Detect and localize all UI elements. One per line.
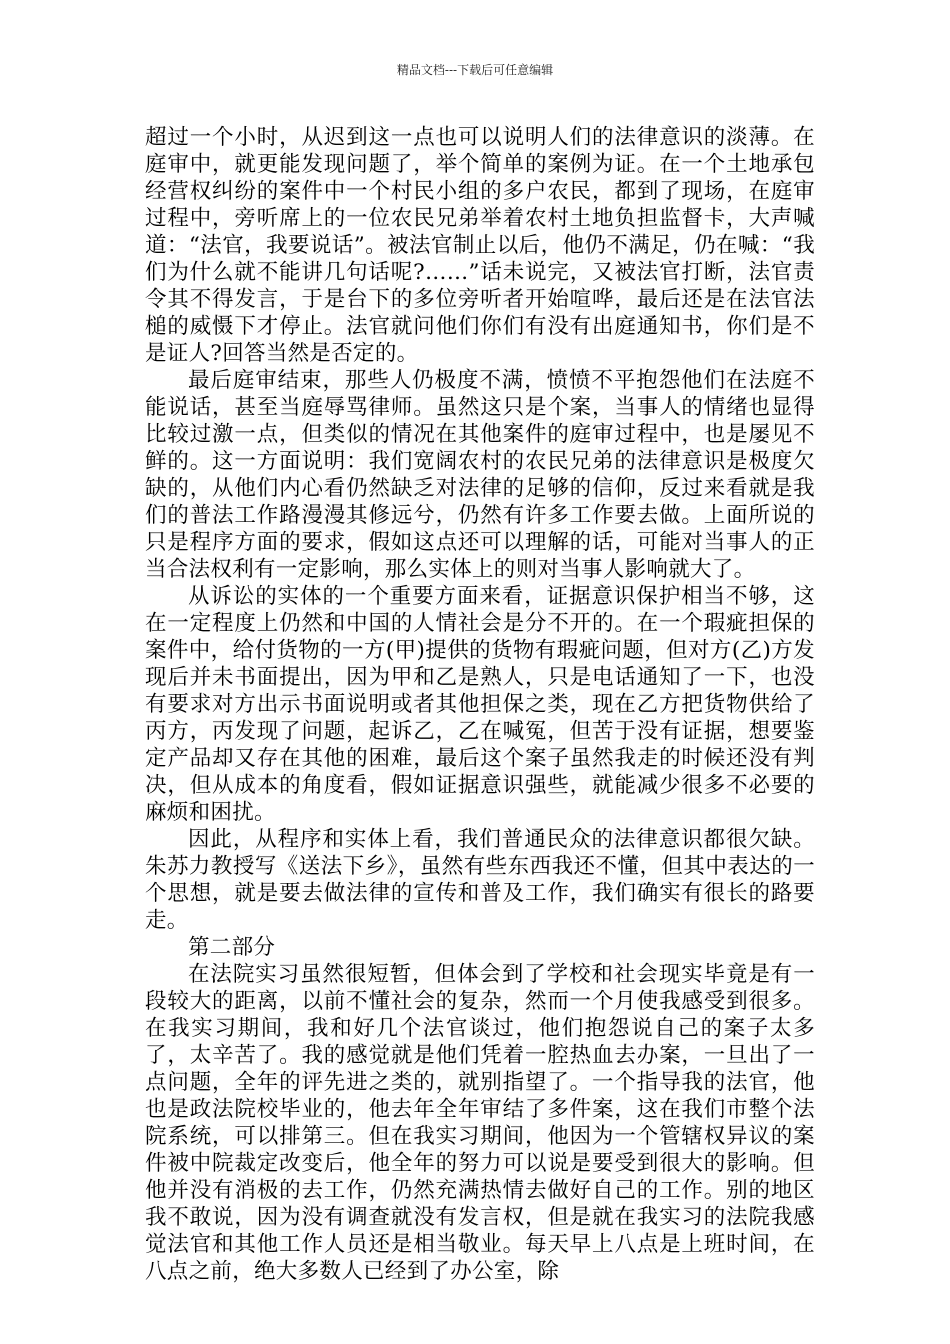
section-heading: 第二部分	[188, 935, 276, 960]
paragraph-1: 超过一个小时，从迟到这一点也可以说明人们的法律意识的淡薄。在庭审中，就更能发现问题了，举个简单的案例为证。在一个土地承包经营权纠纷的案件中一个村民小组的多户农民，都到了现场，在庭审过程中，旁听席上的一位农民兄弟举着农村土地负担监督卡，大声喊道：“法官，我要说话”。被法官制止以后，他仍不满足，仍在喊：“我们为什么就不能讲几句话呢?……”话未说完，又被法官打断，法官责令其不得发言，于是台下的多位旁听者开始喧哗，最后还是在法官法槌的威慑下才停止。法官就问他们你们有没有出庭通知书，你们是不是证人?回答当然是否定的。	[145, 125, 815, 366]
document-body	[145, 124, 815, 1285]
paragraph-5: 在法院实习虽然很短暂，但体会到了学校和社会现实毕竟是有一段较大的距离，以前不懂社会的复杂，然而一个月使我感受到很多。在我实习期间，我和好几个法官谈过，他们抱怨说自己的案子太多了，太辛苦了。我的感觉就是他们凭着一腔热血去办案，一旦出了一点问题，全年的评先进之类的，就别指望了。一个指导我的法官，他也是政法院校毕业的，他去年全年审结了多件案，这在我们市整个法院系统，可以排第三。但在我实习期间，他因为一个管辖权异议的案件被中院裁定改变后，他全年的努力可以说是要受到很大的影响。但他并没有消极的去工作，仍然充满热情去做好自己的工作。别的地区我不敢说，因为没有调查就没有发言权，但是就在我实习的法院我感觉法官和其他工作人员还是相当敬业。每天早上八点是上班时间，在八点之前，绝大多数人已经到了办公室，除	[145, 962, 815, 1284]
page-header: 精品文档---下载后可任意编辑	[396, 63, 554, 77]
paragraph-4: 因此，从程序和实体上看，我们普通民众的法律意识都很欠缺。朱苏力教授写《送法下乡》，虽然有些东西我还不懂，但其中表达的一个思想，就是要去做法律的宣传和普及工作，我们确实有很长的路要走。	[145, 827, 815, 933]
paragraph-3: 从诉讼的实体的一个重要方面来看，证据意识保护相当不够，这在一定程度上仍然和中国的人情社会是分不开的。在一个瑕疵担保的案件中，给付货物的一方(甲)提供的货物有瑕疵问题，但对方(乙)方发现后并未书面提出，因为甲和乙是熟人，只是电话通知了一下，也没有要求对方出示书面说明或者其他担保之类，现在乙方把货物供给了丙方，丙发现了问题，起诉乙，乙在喊冤，但苦于没有证据，想要鉴定产品却又存在其他的困难，最后这个案子虽然我走的时候还没有判决，但从成本的角度看，假如证据意识强些，就能减少很多不必要的麻烦和困扰。	[145, 584, 815, 825]
paragraph-2: 最后庭审结束，那些人仍极度不满，愤愤不平抱怨他们在法庭不能说话，甚至当庭辱骂律师。虽然这只是个案，当事人的情绪也显得比较过激一点，但类似的情况在其他案件的庭审过程中，也是屡见不鲜的。这一方面说明：我们宽阔农村的农民兄弟的法律意识是极度欠缺的，从他们内心看仍然缺乏对法律的足够的信仰，反过来看就是我们的普法工作路漫漫其修远兮，仍然有许多工作要去做。上面所说的只是程序方面的要求，假如这点还可以理解的话，可能对当事人的正当合法权利有一定影响，那么实体上的则对当事人影响就大了。	[145, 368, 815, 582]
